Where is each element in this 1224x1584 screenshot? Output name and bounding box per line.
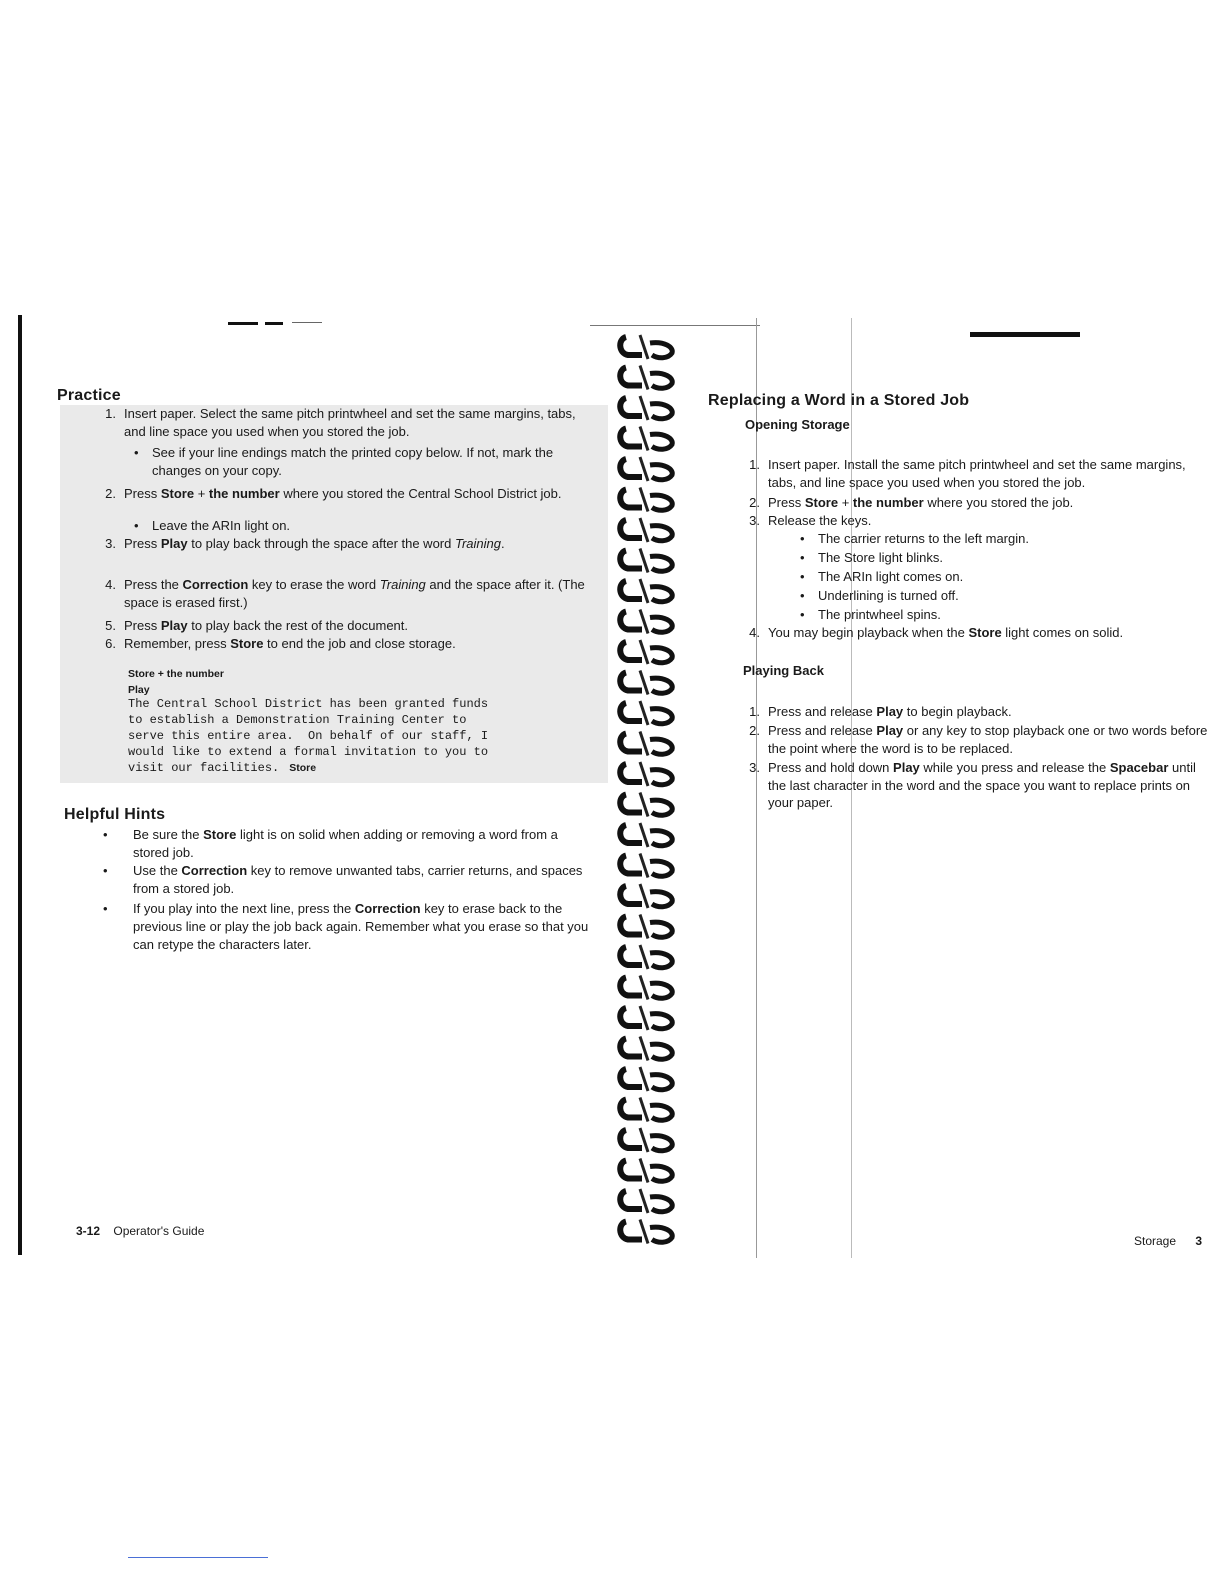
example-text: [128, 696, 588, 776]
top-mark: [265, 322, 283, 325]
blue-underline-mark: [128, 1557, 268, 1558]
practice-section: [57, 387, 121, 405]
right-heading-wrap: [708, 392, 969, 410]
text-run: where you stored the job.: [923, 495, 1074, 510]
footer-title: Storage: [1134, 1234, 1177, 1248]
bullet-icon: •: [103, 827, 108, 842]
hint-text: [133, 862, 593, 898]
example-line: would like to extend a formal invitation to you to: [128, 745, 489, 759]
step-number: 5.: [105, 618, 116, 633]
practice-steps-list: [98, 405, 598, 685]
footer-page-number: 3-12: [76, 1224, 101, 1238]
text-run: Remember, press: [124, 636, 231, 651]
spiral-binding: [612, 325, 692, 1250]
spiral-coil: [620, 915, 672, 939]
step-text: [124, 576, 598, 611]
step-text: [768, 759, 1212, 812]
bullet-icon: •: [800, 531, 805, 546]
text-run: Press and hold down: [768, 760, 894, 775]
spiral-coil: [620, 793, 672, 817]
playing-back-heading: Playing Back: [743, 663, 824, 678]
helpful-hints-heading: Helpful Hints: [64, 806, 166, 823]
example-line: to establish a Demonstration Training Center to: [128, 713, 467, 727]
step-text: [768, 456, 1212, 491]
text-run: until the last character in the word and the space you want to replace prints on your paper.: [768, 760, 1196, 810]
text-run: and the space after it. (The space is erased first.): [124, 577, 585, 610]
step-number: 2.: [749, 495, 760, 510]
key-name: the number: [852, 495, 924, 510]
playing-steps-list: [742, 703, 1212, 823]
spiral-coil: [620, 823, 672, 847]
key-name: Store: [968, 625, 1002, 640]
text-run: light comes on solid.: [1001, 625, 1124, 640]
key-name: Play: [876, 704, 904, 719]
hints-list: [103, 826, 593, 966]
spiral-coil: [620, 671, 672, 695]
text-run: key to erase the word: [248, 577, 380, 592]
spiral-coil: [620, 701, 672, 725]
sub-bullet-text: The printwheel spins.: [818, 607, 941, 622]
sub-bullet-text: Leave the ARIn light on.: [152, 518, 291, 533]
text-run: Press and release: [768, 704, 877, 719]
spiral-coil: [620, 488, 672, 512]
spiral-coil: [620, 1159, 672, 1183]
key-name: Play: [893, 760, 920, 775]
text-run: Press: [768, 495, 805, 510]
key-name: Store: [230, 636, 264, 651]
spiral-coil: [620, 884, 672, 908]
key-name: Correction: [354, 901, 421, 916]
step-number: 4.: [105, 577, 116, 592]
spiral-coil: [620, 1098, 672, 1122]
example-label-store-end: Store: [289, 762, 317, 774]
step-text: [768, 722, 1212, 757]
text-run: +: [838, 495, 853, 510]
bullet-icon: •: [103, 901, 108, 916]
hint-text: [133, 900, 593, 954]
opening-storage-wrap: [745, 417, 850, 432]
step-text: [124, 617, 598, 635]
step-text: [768, 512, 1212, 530]
text-run: Release the keys.: [768, 513, 872, 528]
text-run: If you play into the next line, press the: [133, 901, 355, 916]
text-run: or any key to stop playback one or two words before the point where the word is to be replaced.: [768, 723, 1208, 756]
sub-bullet-text: Underlining is turned off.: [818, 588, 959, 603]
bullet-icon: •: [103, 863, 108, 878]
spiral-coil: [620, 549, 672, 573]
opening-steps-list: [742, 456, 1212, 646]
step-text: [768, 624, 1212, 642]
bullet-icon: •: [134, 445, 139, 460]
text-run: to play back through the space after the word: [187, 536, 455, 551]
step-text: [768, 703, 1212, 721]
step-text: [124, 485, 598, 503]
step-number: 1.: [105, 406, 116, 421]
text-run: Press: [124, 486, 161, 501]
text-run: Press and release: [768, 723, 877, 738]
bullet-icon: •: [134, 518, 139, 533]
left-binding-edge: [18, 315, 22, 1255]
text-run: to end the job and close storage.: [263, 636, 456, 651]
step-number: 6.: [105, 636, 116, 651]
practice-heading: Practice: [57, 387, 121, 404]
sub-bullet-text: The carrier returns to the left margin.: [818, 531, 1029, 546]
text-run: Use the: [133, 863, 182, 878]
text-run: .: [501, 536, 505, 551]
step-number: 3.: [105, 536, 116, 551]
example-line: serve this entire area. On behalf of our staff, I: [128, 729, 489, 743]
sub-bullet-text: The ARIn light comes on.: [818, 569, 964, 584]
top-mark: [292, 322, 322, 323]
playing-back-wrap: [743, 663, 824, 678]
replacing-word-heading: Replacing a Word in a Stored Job: [708, 392, 970, 409]
step-number: 4.: [749, 625, 760, 640]
key-name: Spacebar: [1109, 760, 1169, 775]
spiral-coil: [620, 762, 672, 786]
text-run: Insert paper. Select the same pitch printwheel and set the same margins, tabs, and line space you used when you stored the job.: [124, 406, 576, 439]
key-name: the number: [208, 486, 280, 501]
step-text: [124, 635, 598, 653]
spiral-coil: [620, 579, 672, 603]
text-run: Press: [124, 536, 161, 551]
example-label-store: Store + the number: [128, 668, 224, 680]
text-run: to play back the rest of the document.: [187, 618, 408, 633]
opening-storage-heading: Opening Storage: [745, 417, 850, 432]
text-run: Press: [124, 618, 161, 633]
spiral-coil: [620, 640, 672, 664]
step-number: 3.: [749, 513, 760, 528]
text-run: You may begin playback when the: [768, 625, 969, 640]
step-text: [124, 405, 598, 440]
spiral-coil: [620, 976, 672, 1000]
text-run: Training: [379, 577, 426, 592]
text-run: Training: [454, 536, 501, 551]
bullet-icon: •: [800, 569, 805, 584]
spiral-coil: [620, 610, 672, 634]
footer-title: Operator's Guide: [113, 1224, 205, 1238]
text-run: while you press and release the: [919, 760, 1110, 775]
left-footer: [76, 1224, 204, 1238]
step-number: 2.: [749, 723, 760, 738]
key-name: Store: [160, 486, 195, 501]
spiral-coil: [620, 854, 672, 878]
top-mark: [970, 332, 1080, 337]
footer-page-number: 3: [1195, 1234, 1203, 1248]
spiral-coil: [620, 1067, 672, 1091]
example-line: visit our facilities. Store: [128, 761, 317, 775]
step-text: [124, 535, 598, 553]
hint-text: [133, 826, 593, 862]
spiral-coils: [612, 325, 692, 1250]
text-run: Be sure the: [133, 827, 204, 842]
example-label-play: Play: [128, 684, 150, 696]
spiral-coil: [620, 1189, 672, 1213]
spiral-coil: [620, 1220, 672, 1244]
step-text: [768, 494, 1212, 512]
example-document: [128, 668, 588, 776]
bullet-icon: •: [800, 607, 805, 622]
key-name: Correction: [181, 863, 248, 878]
text-run: where you stored the Central School District job.: [279, 486, 562, 501]
bullet-icon: •: [800, 588, 805, 603]
spiral-coil: [620, 518, 672, 542]
text-run: light is on solid when adding or removing a word from a stored job.: [133, 827, 558, 860]
bullet-icon: •: [800, 550, 805, 565]
key-name: Play: [160, 618, 188, 633]
key-name: Play: [876, 723, 904, 738]
spiral-coil: [620, 457, 672, 481]
spiral-coil: [620, 427, 672, 451]
spiral-coil: [620, 945, 672, 969]
step-number: 1.: [749, 704, 760, 719]
spiral-coil: [620, 1006, 672, 1030]
spiral-coil: [620, 732, 672, 756]
spiral-coil: [620, 1037, 672, 1061]
text-run: Insert paper. Install the same pitch printwheel and set the same margins, tabs, and line space you used when you stored the job.: [768, 457, 1186, 490]
key-name: Store: [804, 495, 839, 510]
spiral-coil: [620, 1128, 672, 1152]
example-line: The Central School District has been granted funds: [128, 697, 489, 711]
step-number: 1.: [749, 457, 760, 472]
text-run: key to remove unwanted tabs, carrier returns, and spaces from a stored job.: [133, 863, 583, 896]
spiral-coil: [620, 335, 672, 359]
spiral-coil: [620, 366, 672, 390]
text-run: +: [194, 486, 209, 501]
right-footer: [1134, 1234, 1202, 1248]
key-name: Play: [160, 536, 188, 551]
sub-bullet-text: The Store light blinks.: [818, 550, 944, 565]
hints-section: [64, 806, 165, 824]
spiral-coil: [620, 396, 672, 420]
key-name: Store: [203, 827, 237, 842]
text-run: Press the: [124, 577, 183, 592]
step-number: 2.: [105, 486, 116, 501]
sub-bullet-text: See if your line endings match the printed copy below. If not, mark the changes on your copy.: [152, 445, 554, 478]
text-run: key to erase back to the previous line or play the job back again. Remember what you erase so that you can retype the characters later.: [133, 901, 589, 952]
text-run: to begin playback.: [903, 704, 1012, 719]
key-name: Correction: [182, 577, 249, 592]
step-number: 3.: [749, 760, 760, 775]
top-mark: [228, 322, 258, 325]
